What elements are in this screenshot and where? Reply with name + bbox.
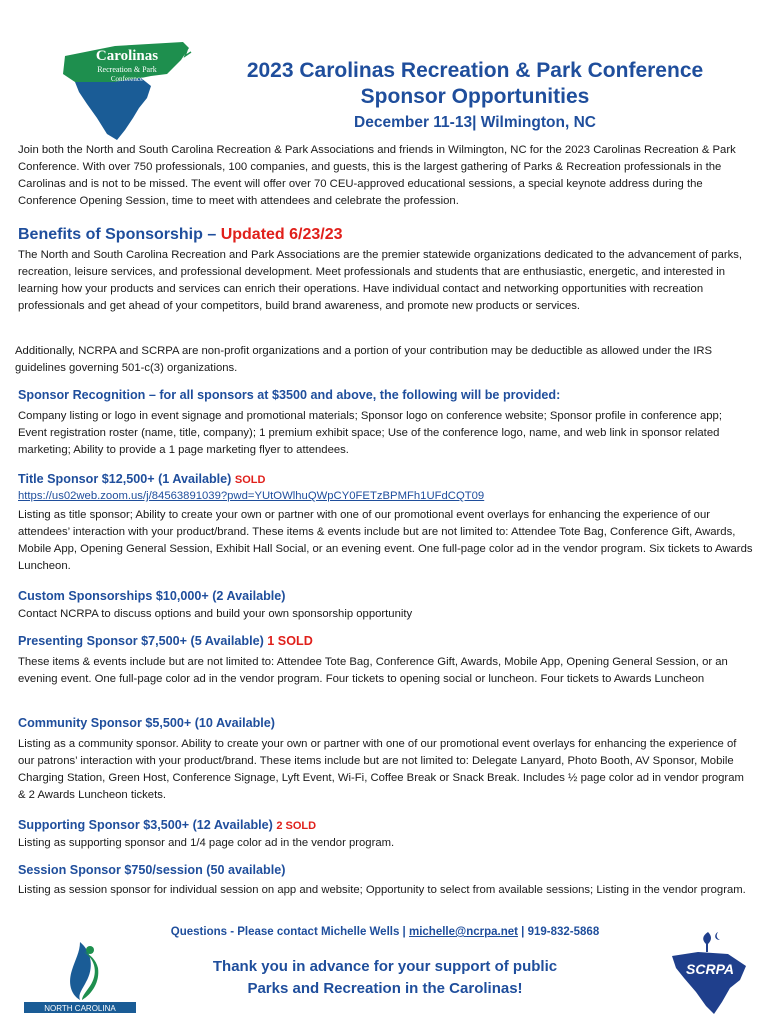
community-sponsor-heading: Community Sponsor $5,500+ (10 Available): [18, 716, 275, 730]
session-sponsor-heading: Session Sponsor $750/session (50 available): [18, 863, 286, 877]
svg-text:Conference: Conference: [110, 75, 144, 83]
title-sponsor-heading: Title Sponsor $12,500+ (1 Available) SOLD: [18, 472, 266, 486]
zoom-link[interactable]: https://us02web.zoom.us/j/84563891039?pwd=YUtOWlhuQWpCY0FETzBPMFh1UFdCQT09: [18, 490, 485, 502]
session-sponsor-text: Listing as session sponsor for individual session on app and website; Opportunity to select from available sessions; Listing in the vendor program.: [18, 884, 746, 896]
thank-you-message: Thank you in advance for your support of public Parks and Recreation in the Carolinas!: [212, 958, 558, 997]
email-link[interactable]: michelle@ncrpa.net: [408, 926, 518, 938]
svg-text:Carolinas: Carolinas: [95, 48, 159, 64]
contact-line: Questions - Please contact Michelle Wells | michelle@ncrpa.net | 919-832-5868: [170, 926, 600, 938]
presenting-sponsor-text: These items & events include but are not limited to: Attendee Tote Bag, Conference Gift, Awards, Mobile App, Opening General Session, or an evening event. One full-page color ad in the vendor program. Four tickets to opening social or luncheon. Four tickets to Awards Luncheon: [18, 656, 728, 685]
recognition-heading: Sponsor Recognition – for all sponsors at $3500 and above, the following will be provided:: [18, 388, 561, 402]
scrpa-logo: [668, 926, 752, 1018]
page-title: 2023 Carolinas Recreation & Park Conference Sponsor Opportunities: [246, 59, 704, 108]
benefits-paragraph: The North and South Carolina Recreation and Park Associations are the premier statewide organizations dedicated to the advancement of parks, recreation, leisure services, and professional development. Meet professionals and students that are enthusiastic, energetic, and interested in learning how your products and services can enrich their operations. Have individual contact and networking opportunities with recreation professionals and get ahead of your competitors, build brand awareness, and promote new products or services.: [18, 249, 743, 312]
community-sponsor-text: Listing as a community sponsor. Ability to create your own or partner with one of our promotional event overlays for enhancing the experience of our patrons’ interaction with your product/brand. These items include but are not limited to: Delegate Lanyard, Photo Booth, AV Sponsor, Mobile Charging Station, Green Host, Conference Signage, Lyft Event, Wi-Fi, Coffee Break or Snack Break. Includes ½ page color ad in vendor program & 2 Awards Luncheon tickets.: [18, 738, 744, 801]
title-sponsor-text: Listing as title sponsor; Ability to create your own or partner with one of our promotional event overlays for enhancing the experience of our attendees’ interaction with your product/brand. These items & events include but are not limited to: Attendee Tote Bag, Conference Gift, Awards, Mobile App, Opening General Session, Exhibit Hall Social, or an evening event. One full-page color ad in the vendor program. Six tickets to Awards Luncheon.: [18, 509, 753, 572]
supporting-sponsor-heading: Supporting Sponsor $3,500+ (12 Available) 2 SOLD: [18, 818, 317, 832]
custom-sponsorship-heading: Custom Sponsorships $10,000+ (2 Available): [18, 589, 286, 603]
svg-text:SCRPA: SCRPA: [686, 961, 734, 977]
nonprofit-paragraph: Additionally, NCRPA and SCRPA are non-profit organizations and a portion of your contribution may be deductible as allowed under the IRS guidelines governing 501-c(3) organizations.: [15, 345, 713, 374]
ncrpa-logo: [20, 938, 140, 1014]
svg-text:Recreation & Park: Recreation & Park: [97, 65, 157, 74]
event-dates: December 11-13| Wilmington, NC: [354, 114, 596, 131]
benefits-heading: Benefits of Sponsorship – Updated 6/23/23: [18, 226, 343, 243]
supporting-sponsor-text: Listing as supporting sponsor and 1/4 page color ad in the vendor program.: [18, 837, 395, 849]
recognition-text: Company listing or logo in event signage and promotional materials; Sponsor logo on conference website; Sponsor profile in conference app; Event registration roster (name, title, company); 1 premium exhibit space; Use of the conference logo, name, and web link in sponsor related marketing; Ability to provide a 1 page marketing flyer to attendees.: [18, 410, 722, 456]
custom-sponsorship-text: Contact NCRPA to discuss options and build your own sponsorship opportunity: [18, 608, 413, 620]
carolinas-conference-logo: [55, 38, 195, 148]
intro-paragraph: Join both the North and South Carolina Recreation & Park Associations and friends in Wilmington, NC for the 2023 Carolinas Recreation & Park Conference. With over 750 professionals, 100 companies, and guests, this is the largest gathering of Parks & Recreation professionals in the Carolinas and is not to be missed. The event will offer over 70 CEU-approved educational sessions, a special keynote address during the Conference Opening Session, time to meet with attendees and celebrate the profession.: [18, 144, 736, 207]
presenting-sponsor-heading: Presenting Sponsor $7,500+ (5 Available) 1 SOLD: [18, 634, 313, 648]
svg-text:NORTH CAROLINA: NORTH CAROLINA: [44, 1004, 116, 1013]
